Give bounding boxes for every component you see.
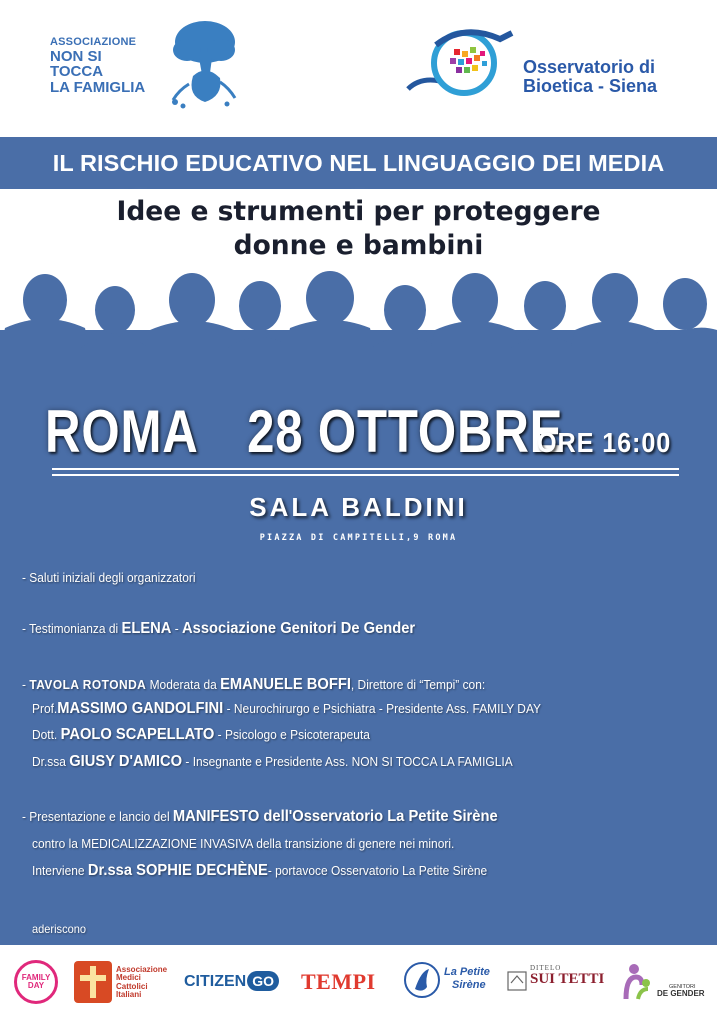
banner-title: IL RISCHIO EDUCATIVO NEL LINGUAGGIO DEI MEDIA xyxy=(52,149,665,176)
manifesto-title: MANIFESTO dell'Osservatorio La Petite Sirène xyxy=(172,808,498,825)
manifesto-line3 xyxy=(32,862,487,880)
observatory-line2: Bioetica - Siena xyxy=(523,75,658,96)
amci-line2: Medici xyxy=(116,973,141,983)
citizengo-logo xyxy=(184,971,279,991)
observatory-logo-text xyxy=(523,58,657,96)
venue-name: SALA BALDINI xyxy=(249,492,468,522)
program-item-greetings: - Saluti iniziali degli organizzatori xyxy=(22,570,196,585)
event-time: ORE 16:00 xyxy=(537,427,672,458)
sponsor-bar xyxy=(0,945,717,1024)
amci-line1: Associazione xyxy=(116,965,168,974)
association-logo-text xyxy=(50,37,150,96)
speaker2-desc: - Psicologo e Psicoterapeuta xyxy=(214,727,370,742)
genitori-line2: DE GENDER xyxy=(657,989,705,999)
subtitle xyxy=(0,195,717,263)
suitetti-small: DITELO xyxy=(530,964,562,972)
event-day: 28 OTTOBRE xyxy=(247,398,564,465)
manifesto-line3-suffix: - portavoce Osservatorio La Petite Sirène xyxy=(267,863,488,878)
event-city: ROMA xyxy=(45,398,197,465)
subtitle-line1: Idee e strumenti per proteggere xyxy=(116,196,601,227)
tempi-logo: TEMPI xyxy=(301,969,376,994)
genitori-line1: GENITORI xyxy=(669,984,696,990)
round-table-label: TAVOLA ROTONDA xyxy=(29,677,147,692)
speaker2-name: PAOLO SCAPELLATO xyxy=(60,726,215,743)
family-tree-icon xyxy=(165,20,240,110)
genitori-text xyxy=(657,984,705,999)
venue-address: PIAZZA DI CAMPITELLI,9 ROMA xyxy=(259,533,458,543)
suitetti-big: SUI TETTI xyxy=(530,971,605,987)
speaker3-desc: - Insegnante e Presidente Ass. NON SI TOCCA LA FAMIGLIA xyxy=(182,754,513,769)
association-line2: NON SI TOCCA xyxy=(50,47,104,81)
association-line1: ASSOCIAZIONE xyxy=(50,36,137,48)
round-table-moderated: Moderata da xyxy=(146,677,221,692)
manifesto-prefix: - Presentazione e lancio del xyxy=(22,809,173,824)
speaker-damico xyxy=(32,753,513,771)
petite-sirene-icon xyxy=(403,959,441,1001)
divider-top xyxy=(52,468,679,470)
program-item-round-table xyxy=(22,676,485,694)
family-day-label: FAMILY DAY xyxy=(21,973,51,990)
association-line3: LA FAMIGLIA xyxy=(50,79,146,97)
round-table-moderator: EMANUELE BOFFI xyxy=(220,676,351,693)
header xyxy=(0,0,717,137)
suitetti-text xyxy=(530,965,604,987)
crowd-silhouettes-icon xyxy=(0,270,717,352)
round-table-role: , Direttore di “Tempi” con: xyxy=(350,677,486,692)
divider-bottom xyxy=(52,474,679,476)
subtitle-line2: donne e bambini xyxy=(233,230,484,261)
suitetti-house-icon xyxy=(507,971,527,991)
round-table-prefix: - xyxy=(22,677,30,692)
amci-line3: Cattolici xyxy=(116,981,148,991)
genitori-logo-icon xyxy=(622,961,658,1003)
speaker2-title: Dott. xyxy=(32,727,61,742)
testimony-name: ELENA xyxy=(121,620,172,637)
amci-cross-icon xyxy=(74,961,112,1003)
testimony-org: Associazione Genitori De Gender xyxy=(182,620,416,637)
observatory-line1: Osservatorio di xyxy=(523,57,656,77)
manifesto-line3-prefix: Interviene xyxy=(32,863,88,878)
citizengo-b: GO xyxy=(247,971,279,991)
speaker-gandolfini xyxy=(32,700,541,718)
petite-sirene-line1: La Petite xyxy=(444,966,490,978)
speaker1-desc: - Neurochirurgo e Psichiatra - Presidente Ass. FAMILY DAY xyxy=(223,701,542,716)
program-item-testimony xyxy=(22,620,415,638)
observatory-logo-icon xyxy=(400,25,525,105)
testimony-prefix: - Testimonianza di xyxy=(22,621,122,636)
petite-sirene-line2: Sirène xyxy=(452,978,486,991)
speaker1-title: Prof. xyxy=(32,701,58,716)
testimony-sep: - xyxy=(171,621,183,636)
amci-text xyxy=(116,966,167,1000)
petite-sirene-text xyxy=(444,966,490,991)
citizengo-a: CITIZEN xyxy=(184,973,247,990)
program-item-manifesto xyxy=(22,808,498,826)
speaker-scapellato xyxy=(32,726,370,744)
speaker1-name: MASSIMO GANDOLFINI xyxy=(57,700,224,717)
manifesto-line2: contro la MEDICALIZZAZIONE INVASIVA della transizione di genere nei minori. xyxy=(32,836,455,851)
title-banner xyxy=(0,137,717,189)
family-day-logo xyxy=(14,960,58,1004)
amci-line4: Italiani xyxy=(116,990,142,1000)
manifesto-speaker: Dr.ssa SOPHIE DECHÈNE xyxy=(87,862,268,879)
speaker3-name: GIUSY D'AMICO xyxy=(69,753,183,770)
speaker3-title: Dr.ssa xyxy=(32,754,70,769)
adherents-label: aderiscono xyxy=(32,922,87,936)
